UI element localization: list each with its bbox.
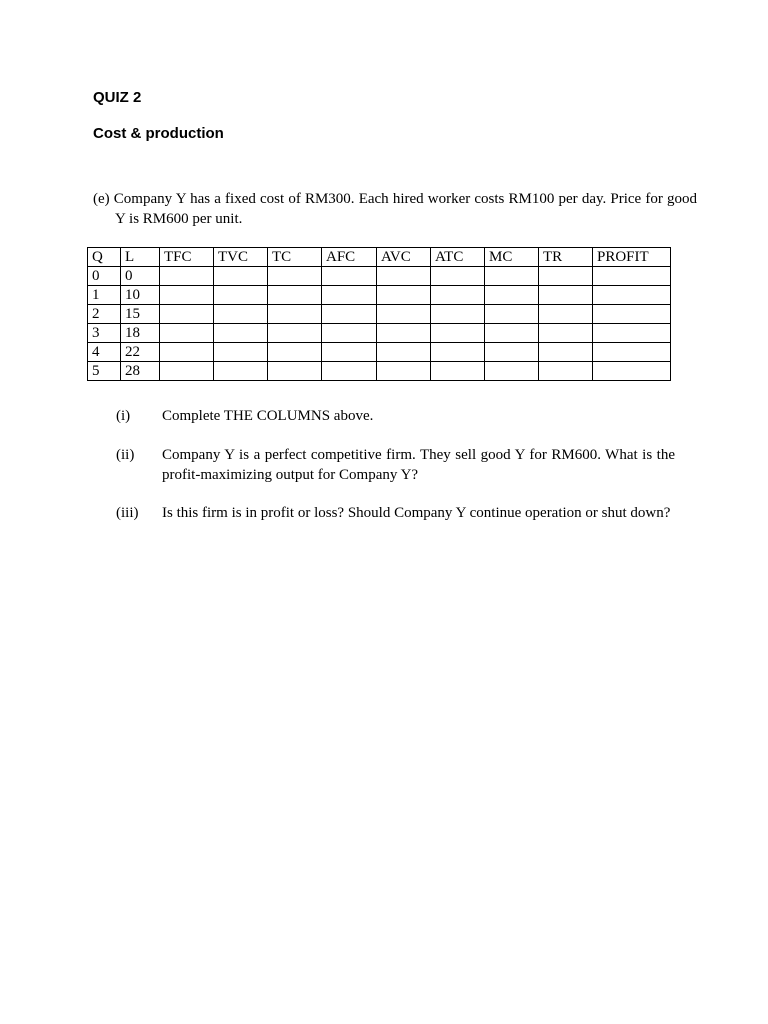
table-cell [214,324,268,343]
cost-table [87,247,671,381]
table-cell [160,305,214,324]
table-cell: 0 [88,267,121,286]
table-cell [160,343,214,362]
table-row [88,305,671,324]
table-cell [431,343,485,362]
table-cell [485,267,539,286]
table-cell [539,305,593,324]
subquestion-number: (i) [116,408,131,424]
table-cell: 5 [88,362,121,381]
table-body [88,267,671,381]
column-header: TVC [214,248,268,267]
subquestion-text: Complete THE COLUMNS above. [162,408,374,424]
column-header: TC [268,248,322,267]
table-cell [593,343,671,362]
table-cell [322,305,377,324]
table-cell: 10 [121,286,160,305]
table-cell: 0 [121,267,160,286]
column-header: PROFIT [593,248,671,267]
table-cell [593,324,671,343]
table-cell [539,267,593,286]
table-row [88,362,671,381]
table-cell: 1 [88,286,121,305]
subquestion-text: Company Y is a perfect competitive firm. They sell good Y for RM600. What is the profit-maximizing output for Company Y? [162,447,675,483]
column-header: AVC [377,248,431,267]
table-cell [322,362,377,381]
table-cell [322,343,377,362]
table-cell [268,267,322,286]
subquestion-text: Is this firm is in profit or loss? Should Company Y continue operation or shut down? [162,505,671,521]
column-header: TFC [160,248,214,267]
table-cell [377,362,431,381]
table-cell [268,305,322,324]
table-cell [539,362,593,381]
table-cell [539,286,593,305]
table-cell [377,267,431,286]
quiz-title: QUIZ 2 [93,89,142,106]
table-cell [268,362,322,381]
subquestion-ii [116,445,675,485]
table-cell [485,343,539,362]
table-cell: 15 [121,305,160,324]
table-cell [214,362,268,381]
table-cell [268,324,322,343]
table-cell [214,286,268,305]
table-cell [322,286,377,305]
table-cell [485,324,539,343]
table-cell: 4 [88,343,121,362]
table-cell [160,324,214,343]
table-cell [431,324,485,343]
table-cell [377,343,431,362]
table-cell [431,362,485,381]
subquestion-number: (iii) [116,505,139,521]
table-cell [160,362,214,381]
table-header-row [88,248,671,267]
subquestion-number: (ii) [116,447,135,463]
table-cell [539,343,593,362]
table-cell [160,286,214,305]
table-cell [431,267,485,286]
table-cell [485,305,539,324]
table-cell: 22 [121,343,160,362]
table-cell: 2 [88,305,121,324]
column-header: MC [485,248,539,267]
table-cell [160,267,214,286]
column-header: ATC [431,248,485,267]
table-cell [322,324,377,343]
table-cell [485,362,539,381]
subquestion-iii [116,503,675,523]
table-cell [377,286,431,305]
column-header: Q [88,248,121,267]
table-cell: 3 [88,324,121,343]
table-cell [377,305,431,324]
subquestion-i [116,406,675,426]
table-cell [593,305,671,324]
table-cell [593,286,671,305]
table-cell [268,343,322,362]
column-header: L [121,248,160,267]
table-cell [214,267,268,286]
table-cell [214,305,268,324]
table-cell: 28 [121,362,160,381]
section-title: Cost & production [93,125,224,142]
column-header: TR [539,248,593,267]
table-cell [431,305,485,324]
table-cell [485,286,539,305]
table-row [88,286,671,305]
table-cell [322,267,377,286]
table-cell [593,362,671,381]
table-cell [539,324,593,343]
table-row [88,343,671,362]
table-cell [214,343,268,362]
table-row [88,324,671,343]
question-text: (e) Company Y has a fixed cost of RM300. Each hired worker costs RM100 per day. Price for good Y is RM600 per unit. [93,191,697,227]
table-cell [377,324,431,343]
table-cell [431,286,485,305]
table-cell [593,267,671,286]
table-cell: 18 [121,324,160,343]
table-cell [268,286,322,305]
table-row [88,267,671,286]
column-header: AFC [322,248,377,267]
